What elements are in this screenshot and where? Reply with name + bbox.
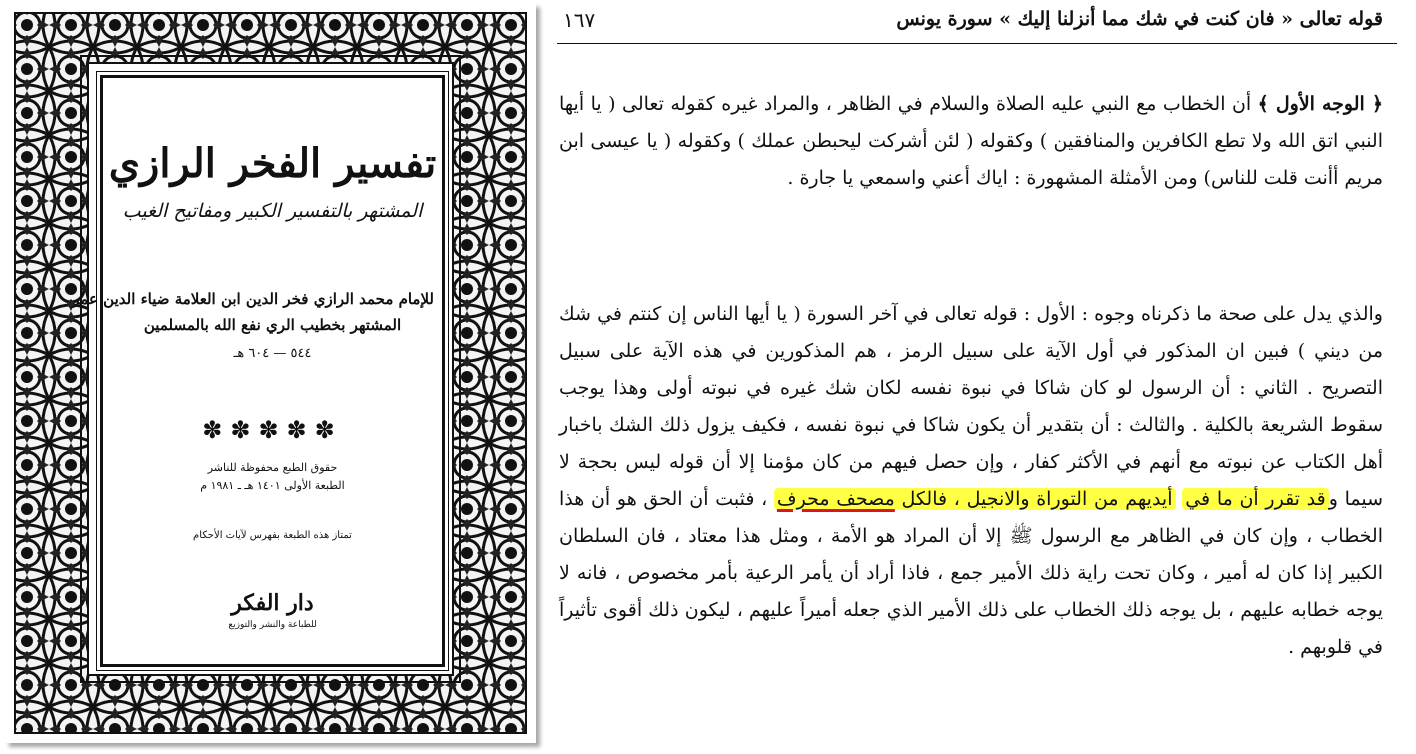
edition-line: الطبعة الأولى ١٤٠١ هـ ـ ١٩٨١ م bbox=[200, 479, 345, 492]
paragraph-evidence bbox=[559, 296, 1383, 666]
text-page bbox=[545, 0, 1411, 754]
highlighted-text: قد تقرر أن ما في bbox=[1182, 488, 1329, 510]
paragraph-text: أن الخطاب مع النبي عليه الصلاة والسلام في الظاهر ، والمراد غيره كقوله تعالى ( يا أيها النبي اتق الله ولا تطع الكافرين والمنافقين ) وكقوله ( لئن أشركت ليحبطن عملك ) وكقوله ( يا عيسى ابن مريم أأنت قلت للناس) ومن الأمثلة المشهورة : اياك أعني واسمعي يا جارة . bbox=[559, 93, 1383, 189]
cover-dates: ٥٤٤ — ٦٠٤ هـ bbox=[233, 346, 312, 361]
paragraph-text: ، فثبت أن الحق هو أن هذا الخطاب ، وإن كان في الظاهر مع الرسول ﷺ إلا أن المراد هو الأمة ، ومثل هذا معتاد ، فان السلطان الكبير إذا كان له أمير ، وكان تحت راية ذلك الأمير جمع ، فاذا أراد أن يأمر الرعية بأمر مخصوص ، فانه لا يوجه خطابه عليهم ، بل يوجه ذلك الخطاب على ذلك الأمير الذي جعله أميراً عليهم ، ليكون ذلك أقوى تأثيراً في قلوبهم . bbox=[559, 488, 1383, 658]
cover-title: تفسير الفخر الرازي bbox=[108, 140, 437, 187]
paragraph-text: والذي يدل على صحة ما ذكرناه وجوه : الأول : قوله تعالى في آخر السورة ( يا أيها الناس إن كنتم في شك من ديني ) فبين ان المذكور في أول الآية على سبيل الرمز ، هم المذكورين في هذه الآية على سبيل التصريح . الثاني : أن الرسول لو كان شاكا في نبوة نفسه لكان شك غيره في نبوته أولى وهذا يوجب سقوط الشريعة بالكلية . والثالث : أن بتقدير أن يكون شاكا في نبوة نفسه ، فكيف يزول ذلك الشك باخبار أهل الكتاب عن نبوته مع أنهم في الأكثر كفار ، وإن حصل فيهم من كان مؤمنا إلا أن قوله ليس بحجة لا سيما و bbox=[559, 303, 1384, 510]
section-label: ﴿ الوجه الأول ﴾ bbox=[1257, 93, 1383, 115]
publisher-tagline: للطباعة والنشر والتوزيع bbox=[228, 620, 317, 630]
paragraph-first-aspect bbox=[559, 86, 1383, 197]
cover-panel bbox=[72, 75, 445, 667]
book-cover bbox=[5, 3, 536, 743]
cover-author-title: المشتهر بخطيب الري نفع الله بالمسلمين bbox=[143, 316, 402, 334]
cover-subtitle: المشتهر بالتفسير الكبير ومفاتيح الغيب bbox=[122, 200, 423, 222]
page-number: ١٦٧ bbox=[563, 8, 596, 32]
edition-note: تمتاز هذه الطبعة بفهرس لآيات الأحكام bbox=[193, 530, 352, 541]
running-header: قوله تعالى « فان كنت في شك مما أنزلنا إليك » سورة يونس bbox=[896, 8, 1383, 30]
highlighted-text-part: أيديهم من التوراة والانجيل ، فالكل bbox=[894, 488, 1173, 510]
underlined-text: مصحف محرف bbox=[776, 488, 895, 510]
cover-author: للإمام محمد الرازي فخر الدين ابن العلامة ضياء الدين عمر bbox=[72, 290, 434, 308]
highlighted-text bbox=[774, 488, 1176, 510]
page-header bbox=[563, 8, 1383, 38]
copyright-notice: حقوق الطبع محفوظة للناشر bbox=[207, 461, 338, 474]
star-ornaments: ✽✽✽✽✽ bbox=[202, 416, 343, 444]
publisher-logo: دار الفكر bbox=[231, 590, 314, 616]
header-rule bbox=[557, 43, 1397, 44]
